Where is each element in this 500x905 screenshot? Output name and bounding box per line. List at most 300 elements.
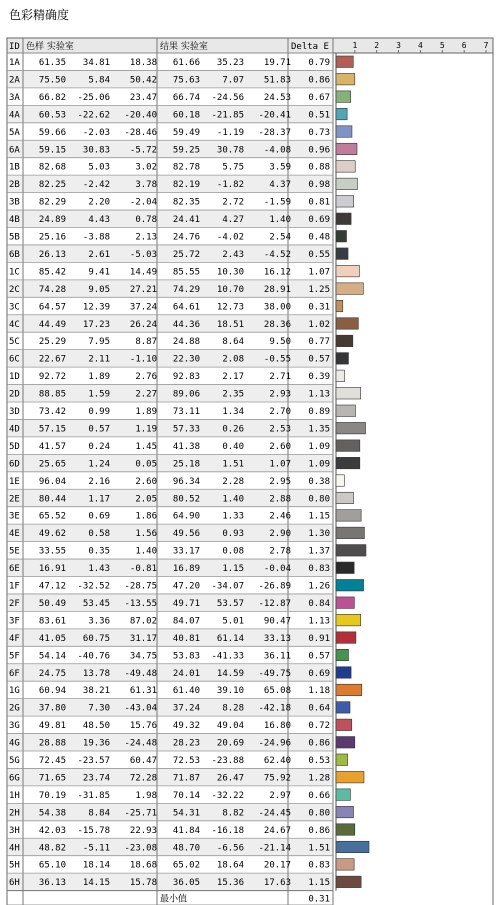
row-id: 4A [9,110,20,121]
page-title: 色彩精确度 [9,8,70,22]
result-lab-value: 2.90 [269,529,291,540]
delta-e-bar [336,667,351,678]
result-lab-value: 5.75 [222,162,244,173]
result-lab-value: 8.64 [222,337,244,348]
result-lab-value: 60.18 [172,110,200,121]
row-id: 4E [9,529,20,540]
sample-lab-value: 18.68 [129,860,157,871]
sample-lab-value: -32.52 [77,581,110,592]
delta-e-value: 1.13 [308,389,330,400]
sample-lab-value: 8.84 [88,808,110,819]
sample-lab-value: 72.45 [38,756,66,766]
result-lab-value: 41.84 [172,825,200,836]
row-id: 2A [9,75,20,86]
result-lab-value: 1.40 [269,215,291,226]
row-id: 1B [9,162,20,173]
result-lab-value: 33.17 [172,546,200,557]
result-lab-value: -1.82 [216,180,244,191]
delta-e-bar [336,353,348,364]
delta-e-bar [336,108,347,119]
result-lab-value: -24.56 [211,92,244,103]
delta-e-value: 0.39 [308,372,330,383]
result-lab-value: -24.96 [258,738,291,749]
row-id: 1G [9,686,20,697]
result-lab-value: 28.91 [263,284,291,295]
row-id: 3D [9,407,20,417]
row-id: 5G [9,756,20,766]
row-id: 2F [9,598,20,609]
sample-lab-value: 25.29 [38,337,66,348]
delta-e-bar [336,632,356,643]
delta-e-bar [336,73,355,84]
delta-e-value: 0.55 [308,249,330,260]
sample-lab-value: 27.21 [129,284,157,295]
result-lab-value: 7.07 [222,75,244,86]
sample-lab-value: 47.12 [38,581,66,592]
sample-lab-value: -3.88 [82,232,110,243]
sample-lab-value: 31.17 [129,633,157,644]
result-lab-value: -34.07 [211,581,244,592]
result-lab-value: -21.14 [258,843,291,854]
sample-lab-value: 2.05 [135,494,157,505]
result-lab-value: 25.18 [172,459,200,470]
summary-value: 0.31 [308,894,330,905]
result-lab-value: -0.55 [263,354,291,365]
sample-lab-value: 14.15 [82,878,110,889]
result-lab-value: -21.85 [211,110,244,121]
delta-e-bar [336,440,360,451]
result-lab-value: 19.71 [263,58,291,68]
sample-lab-value: 48.50 [82,721,110,732]
sample-lab-value: 65.10 [38,860,66,871]
sample-lab-value: 48.82 [38,843,66,854]
result-lab-value: 82.35 [172,197,200,208]
sample-lab-value: 72.28 [129,773,157,784]
result-lab-value: 0.40 [222,441,244,452]
sample-lab-value: 5.03 [88,162,110,173]
delta-e-bar [336,492,353,503]
sample-lab-value: -5.72 [129,145,157,156]
delta-e-value: 0.72 [308,721,330,732]
delta-e-value: 1.15 [308,878,330,889]
sample-lab-value: 18.38 [129,58,157,68]
row-id: 3F [9,616,20,627]
delta-e-value: 0.79 [308,58,330,68]
result-lab-value: 82.78 [172,162,200,173]
row-id: 6F [9,668,20,679]
sample-lab-value: 12.39 [82,302,110,313]
sample-lab-value: 1.43 [88,564,110,575]
result-lab-value: -32.22 [211,790,244,801]
result-lab-value: 40.81 [172,633,200,644]
sample-lab-value: -24.48 [124,738,157,749]
summary-label: 最小值 [160,894,188,905]
sample-lab-value: 54.38 [38,808,66,819]
row-id: 3B [9,197,20,208]
sample-lab-value: 9.05 [88,284,110,295]
result-lab-value: -28.37 [258,127,291,138]
row-id: 3C [9,302,20,313]
sample-lab-value: -1.10 [129,354,157,365]
result-lab-value: 2.97 [269,790,291,801]
delta-e-bar [336,231,346,242]
delta-e-bar [336,370,345,381]
row-id: 2G [9,703,20,714]
axis-tick-label: 7 [483,41,489,50]
sample-lab-value: 75.50 [38,75,66,86]
sample-lab-value: -49.48 [124,668,157,679]
delta-e-value: 0.86 [308,738,330,749]
delta-e-bar [336,91,351,102]
delta-e-bar [336,335,353,346]
row-id: 5D [9,441,20,452]
delta-e-bar [336,405,355,416]
result-lab-value: 39.10 [216,686,244,697]
sample-lab-value: 26.24 [129,319,157,330]
delta-e-value: 0.80 [308,808,330,819]
result-lab-value: 2.88 [269,494,291,505]
sample-lab-value: 25.65 [38,459,66,470]
sample-lab-value: -25.06 [77,92,110,103]
sample-lab-value: 50.42 [129,75,157,86]
sample-lab-value: 2.13 [135,232,157,243]
row-id: 6G [9,773,20,784]
delta-e-value: 1.13 [308,616,330,627]
sample-lab-value: 30.83 [82,145,110,156]
sample-lab-value: 1.89 [135,407,157,417]
sample-lab-value: 13.78 [82,668,110,679]
sample-lab-value: 53.45 [82,598,110,609]
result-lab-value: 1.33 [222,511,244,522]
result-lab-value: 5.01 [222,616,244,627]
delta-e-bar [336,754,348,765]
sample-lab-value: 41.05 [38,633,66,644]
row-id: 4D [9,424,20,435]
delta-e-bar [336,841,369,852]
result-lab-value: 75.63 [172,75,200,86]
sample-lab-value: -5.03 [129,249,157,260]
result-lab-value: 49.56 [172,529,200,540]
result-lab-value: 44.36 [172,319,200,330]
sample-lab-value: -28.46 [124,127,157,138]
delta-e-bar [336,56,353,67]
delta-e-bar [336,824,355,835]
sample-lab-value: -25.71 [124,808,157,819]
sample-lab-value: 15.76 [129,721,157,732]
result-lab-value: 64.61 [172,302,200,313]
result-lab-value: -41.33 [211,651,244,662]
delta-e-value: 0.86 [308,825,330,836]
sample-lab-value: 44.49 [38,319,66,330]
row-id: 5H [9,860,20,871]
sample-lab-value: 4.43 [88,215,110,226]
result-lab-value: 16.80 [263,721,291,732]
result-lab-value: 2.53 [269,424,291,435]
result-lab-value: 36.11 [263,651,291,662]
delta-e-value: 1.51 [308,843,330,854]
sample-lab-value: -31.85 [77,790,110,801]
sample-lab-value: 37.80 [38,703,66,714]
result-lab-value: 48.70 [172,843,200,854]
delta-e-bar [336,876,361,887]
sample-lab-value: 34.75 [129,651,157,662]
sample-lab-value: 54.14 [38,651,66,662]
sample-lab-value: 23.47 [129,92,157,103]
result-lab-value: 24.76 [172,232,200,243]
result-lab-value: 37.24 [172,703,200,714]
result-lab-value: 28.23 [172,738,200,749]
result-lab-value: 2.17 [222,372,244,383]
delta-e-value: 0.38 [308,476,330,487]
sample-lab-value: 82.68 [38,162,66,173]
delta-e-bar [336,684,362,695]
row-id: 6A [9,145,20,156]
sample-lab-value: 1.24 [88,459,110,470]
delta-e-bar [336,388,361,399]
row-id: 1E [9,476,20,487]
result-lab-value: -4.52 [263,249,291,260]
row-id: 2H [9,808,20,819]
sample-lab-value: 33.55 [38,546,66,557]
result-lab-value: 2.72 [222,197,244,208]
result-lab-value: 18.64 [216,860,244,871]
row-id: 3E [9,511,20,522]
sample-lab-value: 49.81 [38,721,66,732]
sample-lab-value: 7.95 [88,337,110,348]
delta-e-value: 1.09 [308,459,330,470]
result-lab-value: -26.89 [258,581,291,592]
delta-e-value: 0.80 [308,494,330,505]
result-lab-value: 24.41 [172,215,200,226]
result-lab-value: 8.82 [222,808,244,819]
axis-tick-label: 3 [396,41,401,50]
delta-e-bar [336,126,352,137]
sample-lab-value: 0.58 [88,529,110,540]
result-lab-value: -1.19 [216,127,244,138]
sample-lab-value: 38.21 [82,686,110,697]
result-lab-value: -1.59 [263,197,291,208]
result-lab-value: 24.01 [172,668,200,679]
row-id: 3H [9,825,20,836]
row-id: 4H [9,843,20,854]
sample-lab-value: 60.47 [129,756,157,766]
result-lab-value: -16.18 [211,825,244,836]
delta-e-value: 1.25 [308,284,330,295]
result-lab-value: 36.05 [172,878,200,889]
result-lab-value: 2.78 [269,546,291,557]
result-lab-value: 2.60 [269,441,291,452]
result-lab-value: 1.15 [222,564,244,575]
sample-lab-value: 19.36 [82,738,110,749]
delta-e-value: 0.77 [308,337,330,348]
sample-lab-value: 37.24 [129,302,157,313]
result-lab-value: 84.07 [172,616,200,627]
result-lab-value: 53.83 [172,651,200,662]
result-lab-value: 2.28 [222,476,244,487]
delta-e-bar [336,300,343,311]
sample-lab-value: 17.23 [82,319,110,330]
result-lab-value: 1.07 [269,459,291,470]
result-lab-value: 82.19 [172,180,200,191]
result-lab-value: 1.40 [222,494,244,505]
result-lab-value: 54.31 [172,808,200,819]
result-lab-value: 8.28 [222,703,244,714]
sample-lab-value: 0.05 [135,459,157,470]
sample-lab-value: 2.16 [88,476,110,487]
sample-lab-value: 34.81 [82,58,110,68]
sample-lab-value: 59.15 [38,145,66,156]
result-lab-value: 30.78 [216,145,244,156]
result-lab-value: 4.27 [222,215,244,226]
sample-lab-value: 18.14 [82,860,110,871]
sample-lab-value: 80.44 [38,494,66,505]
row-id: 4C [9,319,20,330]
delta-e-bar [336,318,358,329]
delta-e-value: 1.28 [308,773,330,784]
row-id: 1H [9,790,20,801]
result-lab-value: 2.43 [222,249,244,260]
sample-lab-value: 85.42 [38,267,66,278]
result-lab-value: 24.67 [263,825,291,836]
sample-lab-value: 65.52 [38,511,66,522]
sample-lab-value: 1.59 [88,389,110,400]
sample-lab-value: 0.99 [88,407,110,417]
delta-e-bar [336,649,348,660]
sample-lab-value: 88.85 [38,389,66,400]
row-id: 2C [9,284,20,295]
result-lab-value: 92.83 [172,372,200,383]
row-id: 6B [9,249,20,260]
sample-lab-value: 9.41 [88,267,110,278]
delta-e-bar [336,719,352,730]
delta-e-bar [336,545,366,556]
delta-e-value: 0.53 [308,756,330,766]
result-lab-value: 75.92 [263,773,291,784]
result-lab-value: 49.04 [216,721,244,732]
result-lab-value: 0.08 [222,546,244,557]
result-lab-value: 85.55 [172,267,200,278]
sample-lab-value: 92.72 [38,372,66,383]
sample-lab-value: 0.69 [88,511,110,522]
result-lab-value: 24.88 [172,337,200,348]
delta-e-bar [336,196,354,207]
delta-e-bar [336,859,354,870]
sample-lab-value: 60.94 [38,686,66,697]
delta-e-bar [336,580,364,591]
result-lab-value: 61.66 [172,58,200,68]
delta-e-value: 0.67 [308,92,330,103]
sample-lab-value: 61.35 [38,58,66,68]
sample-lab-value: 0.24 [88,441,110,452]
result-lab-value: 2.08 [222,354,244,365]
delta-e-value: 0.57 [308,354,330,365]
result-lab-value: 96.34 [172,476,200,487]
row-id: 6E [9,564,20,575]
row-id: 5F [9,651,20,662]
result-lab-value: 25.72 [172,249,200,260]
delta-e-value: 0.86 [308,75,330,86]
delta-e-value: 0.89 [308,407,330,417]
sample-lab-value: 83.61 [38,616,66,627]
result-lab-value: 53.57 [216,598,244,609]
result-lab-value: 1.51 [222,459,244,470]
result-lab-value: 20.69 [216,738,244,749]
result-lab-value: 3.59 [269,162,291,173]
sample-lab-value: 1.19 [135,424,157,435]
delta-e-bar [336,213,351,224]
sample-lab-value: 71.65 [38,773,66,784]
sample-lab-value: -13.55 [124,598,157,609]
sample-lab-value: 73.42 [38,407,66,417]
delta-e-value: 1.37 [308,546,330,557]
row-id: 1C [9,267,20,278]
sample-lab-value: -5.11 [82,843,110,854]
sample-lab-value: 42.03 [38,825,66,836]
delta-e-value: 1.18 [308,686,330,697]
delta-e-value: 1.15 [308,511,330,522]
delta-e-bar [336,457,360,468]
sample-lab-value: -23.08 [124,843,157,854]
result-lab-value: 10.30 [216,267,244,278]
delta-e-value: 0.83 [308,564,330,575]
delta-e-value: 0.57 [308,651,330,662]
axis-tick-label: 6 [461,41,467,50]
delta-e-bar [336,789,350,800]
delta-e-bar [336,283,363,294]
sample-lab-value: 96.04 [38,476,66,487]
sample-lab-value: 2.27 [135,389,157,400]
result-lab-value: 72.53 [172,756,200,766]
sample-lab-value: 0.78 [135,215,157,226]
sample-lab-value: 24.89 [38,215,66,226]
delta-e-bar [336,527,364,538]
result-lab-value: 10.70 [216,284,244,295]
axis-tick-label: 1 [352,41,358,50]
row-id: 4F [9,633,20,644]
result-lab-value: 0.93 [222,529,244,540]
sample-lab-value: -15.78 [77,825,110,836]
result-lab-value: 90.47 [263,616,291,627]
delta-e-bar [336,771,364,782]
row-id: 6D [9,459,20,470]
row-id: 2D [9,389,20,400]
sample-lab-value: 7.30 [88,703,110,714]
sample-lab-value: 64.57 [38,302,66,313]
sample-lab-value: -22.62 [77,110,110,121]
row-id: 1A [9,58,20,68]
sample-lab-value: 41.57 [38,441,66,452]
row-id: 4B [9,215,20,226]
result-lab-value: 16.12 [263,267,291,278]
result-lab-value: 20.17 [263,860,291,871]
result-lab-value: 35.23 [216,58,244,68]
result-lab-value: -20.41 [258,110,291,121]
row-id: 5C [9,337,20,348]
sample-lab-value: -2.04 [129,197,157,208]
sample-lab-value: -40.76 [77,651,110,662]
sample-lab-value: 1.98 [135,790,157,801]
row-id: 2B [9,180,20,191]
sample-lab-value: 49.62 [38,529,66,540]
result-lab-value: 80.52 [172,494,200,505]
result-lab-value: 2.35 [222,389,244,400]
delta-e-value: 1.26 [308,581,330,592]
delta-e-bar [336,562,354,573]
result-lab-value: 49.32 [172,721,200,732]
delta-e-bar [336,806,353,817]
result-lab-value: 70.14 [172,790,200,801]
sample-lab-value: 14.49 [129,267,157,278]
